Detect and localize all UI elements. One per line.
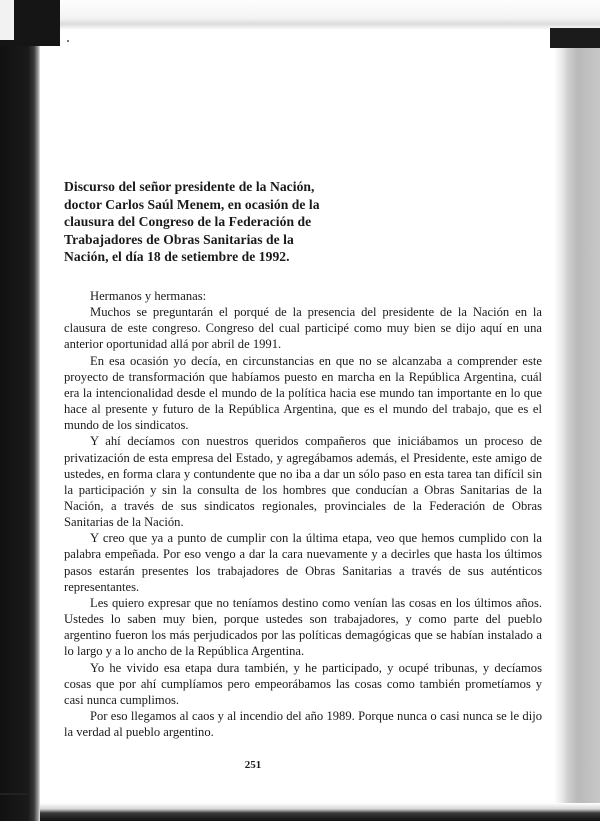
- heading-line: doctor Carlos Saúl Menem, en ocasión de la: [64, 196, 320, 212]
- scan-corner-light: [0, 0, 14, 40]
- paragraph: Muchos se preguntarán el porqué de la presencia del presidente de la Nación en la clausura de este congreso. Congreso del cual participé como muy bien se dijo aquí en una anterior oportunidad allá por abril de 1991.: [64, 305, 542, 352]
- speech-body: [64, 288, 542, 740]
- paragraph: Y ahí decíamos con nuestros queridos compañeros que iniciábamos un proceso de privatización de esta empresa del Estado, y agregábamos además, el Presidente, este amigo de ustedes, en forma clara y contundente que no iba a dar un sólo paso en esta tarea tan difícil sin la participación y sin la consulta de los hombres que conducían a Obras Sanitarias de la Nación, a través de sus sindicatos regionales, provinciales de la Federación de Obras Sanitarias de la Nación.: [64, 434, 542, 530]
- speech-heading: [64, 178, 320, 266]
- scan-border-top: [40, 0, 600, 30]
- page-content: [64, 178, 542, 740]
- page-number: 251: [244, 759, 262, 771]
- paragraph: Y creo que ya a punto de cumplir con la última etapa, veo que hemos cumplido con la palabra empeñada. Por eso vengo a dar la cara nuevamente y a decirles que hasta los últimos pasos estarán presentes los trabajadores de Obras Sanitarias a través de sus auténticos representantes.: [64, 531, 542, 594]
- scan-border-left: [0, 0, 40, 821]
- heading-line: Trabajadores de Obras Sanitarias de la: [64, 231, 294, 247]
- scan-border-right: [554, 30, 600, 821]
- paragraph: En esa ocasión yo decía, en circunstancias en que no se alcanzaba a comprender este proyecto de transformación que habíamos puesto en marcha en la República Argentina, cuál era la intencionalidad desde el mundo de la política hacia ese mundo tan importante en lo que hace al presente y futuro de la República Argentina, que es el mundo del trabajo, que es el mundo de los sindicatos.: [64, 353, 542, 433]
- scan-mark: [0, 793, 28, 795]
- heading-line: Discurso del señor presidente de la Nación,: [64, 179, 315, 194]
- speck: [67, 40, 69, 42]
- scan-border-right-top: [550, 28, 600, 48]
- paragraph: Por eso llegamos al caos y al incendio del año 1989. Porque nunca o casi nunca se le dijo la verdad al pueblo argentino.: [64, 709, 542, 740]
- heading-line: clausura del Congreso de la Federación de: [64, 214, 312, 230]
- scan-border-bottom: [40, 803, 600, 821]
- paragraph: Les quiero expresar que no teníamos destino como venían las cosas en los últimos años. Ustedes lo saben muy bien, porque ustedes son trabajadores, y como parte del pueblo argentino fueron los más perjudicados por las políticas demagógicas que se habían instalado a lo largo y a lo ancho de la República Argentina.: [64, 595, 542, 659]
- paragraph: Yo he vivido esa etapa dura también, y he participado, y ocupé tribunas, y decíamos cosas que por ahí cumplíamos pero empeorábamos las cosas como también prometíamos y casi nunca cumplimos.: [64, 660, 542, 707]
- heading-line: Nación, el día 18 de setiembre de 1992.: [64, 249, 290, 265]
- salutation: Hermanos y hermanas:: [90, 288, 207, 303]
